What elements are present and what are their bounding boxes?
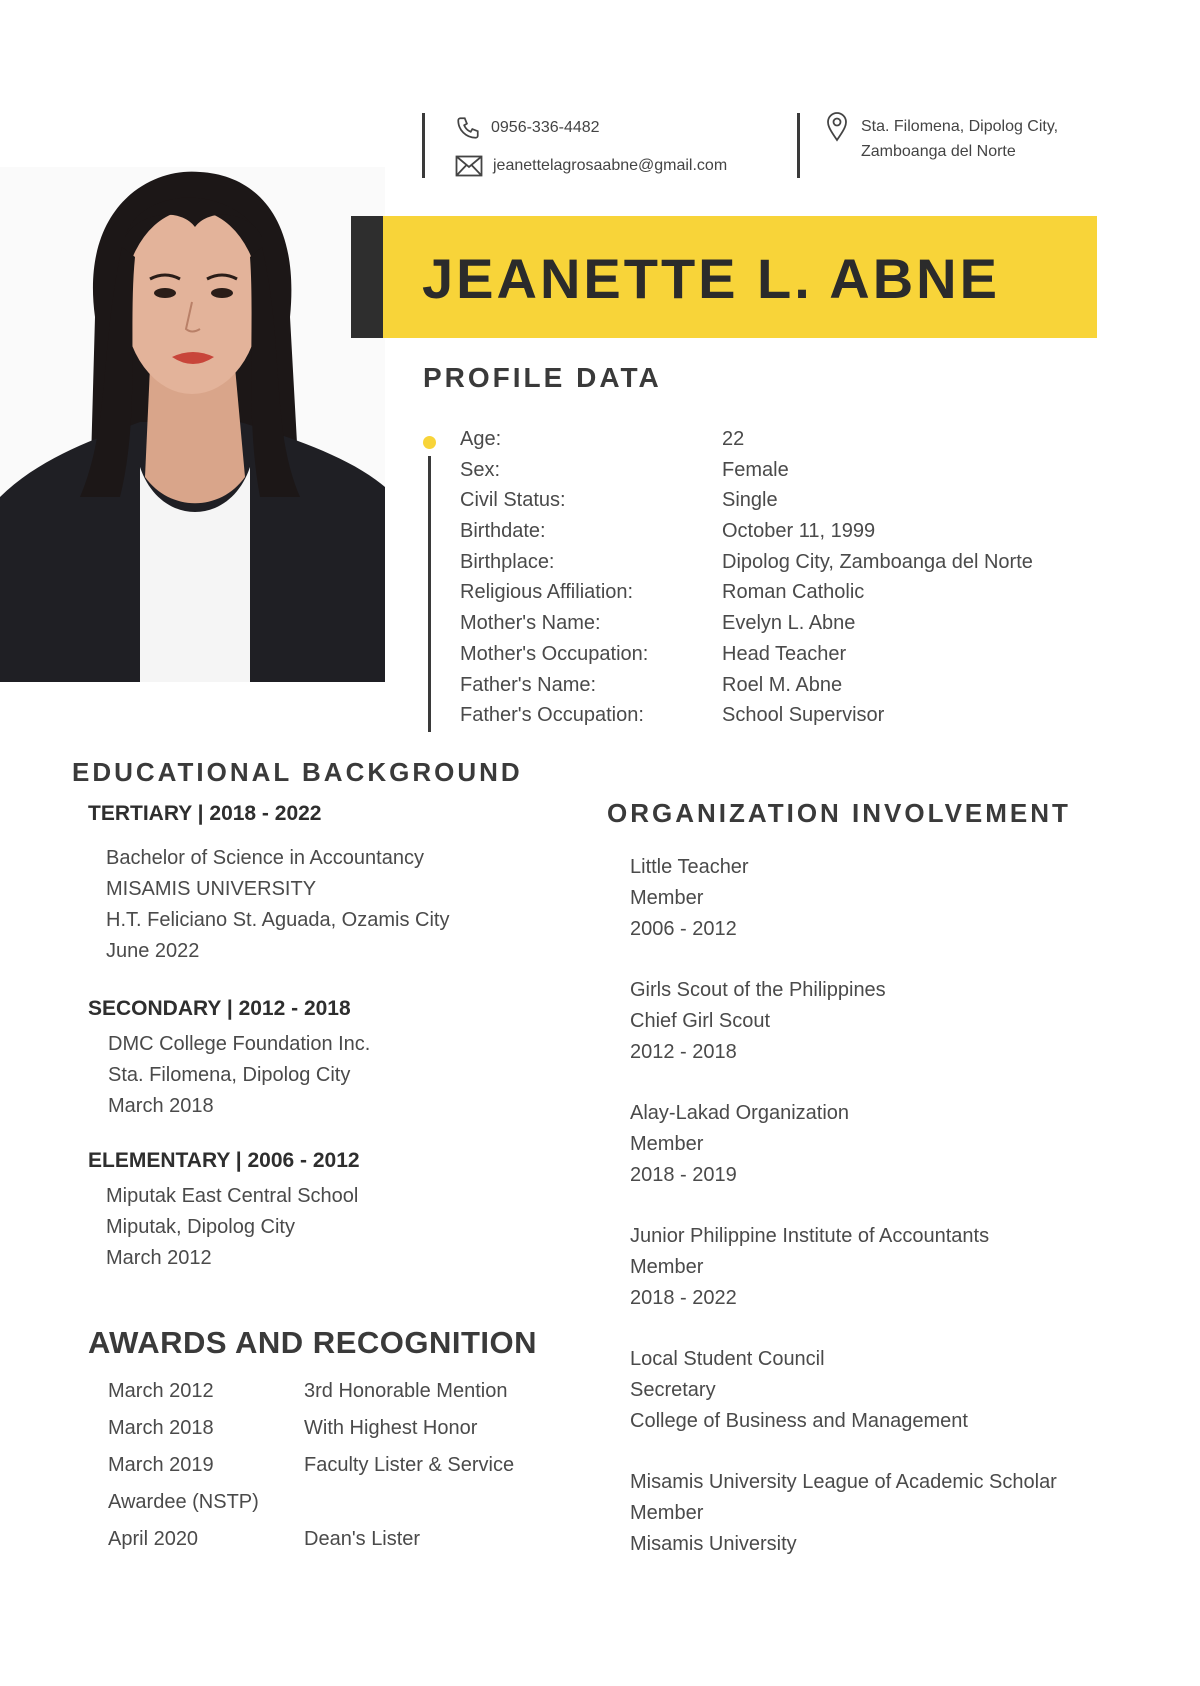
profile-row [460,612,1110,643]
profile-row [460,489,1110,520]
address-line-2: Zamboanga del Norte [861,143,1016,160]
profile-value: 22 [722,428,745,450]
tertiary-title: TERTIARY | 2018 - 2022 [88,802,322,825]
profile-bullet [423,436,436,449]
organization-name: Alay-Lakad Organization [630,1102,850,1124]
address-line-1: Sta. Filomena, Dipolog City, [861,118,1059,135]
organization-detail: 2012 - 2018 [630,1041,737,1063]
profile-value: Evelyn L. Abne [722,612,856,635]
organization-role: Chief Girl Scout [630,1010,771,1032]
education-line: March 2012 [106,1247,212,1269]
education-line: DMC College Foundation Inc. [108,1033,371,1055]
award-title: 3rd Honorable Mention [304,1380,508,1402]
award-title: With Highest Honor [304,1417,478,1439]
profile-label: Father's Name: [460,673,597,696]
education-line: Miputak East Central School [106,1185,359,1207]
organization-name: Local Student Council [630,1348,825,1370]
award-date: Awardee (NSTP) [108,1491,259,1513]
profile-row [460,520,1110,551]
organization-item [630,1467,1057,1590]
education-heading: EDUCATIONAL BACKGROUND [72,757,523,787]
award-date: March 2018 [108,1417,214,1439]
profile-value: School Supervisor [722,704,885,727]
organization-detail: College of Business and Management [630,1410,968,1432]
profile-photo [0,167,385,682]
profile-row [460,428,1110,459]
education-line: June 2022 [106,940,200,962]
profile-value: Female [722,458,789,481]
profile-label: Age: [460,428,502,450]
organization-item [630,1221,1057,1344]
education-line: Bachelor of Science in Accountancy [106,847,424,869]
profile-heading: PROFILE DATA [423,362,662,393]
profile-row [460,704,1110,735]
profile-row [460,459,1110,490]
organization-detail: 2018 - 2019 [630,1164,737,1186]
organization-detail: 2006 - 2012 [630,918,737,940]
profile-list [460,428,1110,735]
phone-icon [455,115,481,141]
organization-item [630,1098,1057,1221]
organization-role: Secretary [630,1379,716,1401]
profile-row [460,643,1110,674]
organization-name: Junior Philippine Institute of Accountants [630,1225,990,1247]
tertiary-details [106,843,449,967]
profile-label: Civil Status: [460,489,566,512]
profile-row [460,674,1110,705]
award-date: April 2020 [108,1528,199,1550]
award-date: March 2019 [108,1454,214,1476]
secondary-details [108,1029,370,1122]
education-line: Sta. Filomena, Dipolog City [108,1064,351,1086]
organization-item [630,1344,1057,1467]
profile-timeline-line [428,456,431,732]
award-title: Faculty Lister & Service [304,1454,515,1476]
mail-icon [455,155,483,177]
name-banner-accent [351,216,383,338]
organization-heading: ORGANIZATION INVOLVEMENT [607,798,1071,828]
profile-label: Mother's Name: [460,612,601,635]
profile-value: Roel M. Abne [722,673,843,696]
name-banner [383,216,1097,338]
education-line: H.T. Feliciano St. Aguada, Ozamis City [106,909,450,931]
organization-role: Member [630,1133,704,1155]
profile-row [460,551,1110,582]
profile-label: Birthplace: [460,550,555,573]
profile-value: Single [722,489,778,512]
profile-label: Religious Affiliation: [460,581,634,604]
organization-role: Member [630,1256,704,1278]
profile-value: October 11, 1999 [722,520,876,543]
organization-role: Member [630,1502,704,1524]
profile-label: Sex: [460,458,501,481]
organization-name: Girls Scout of the Philippines [630,979,886,1001]
elementary-details [106,1181,358,1274]
award-title: Dean's Lister [304,1528,421,1550]
profile-value: Head Teacher [722,642,847,665]
award-date: March 2012 [108,1380,214,1402]
phone-contact[interactable] [455,115,600,141]
profile-label: Mother's Occupation: [460,642,649,665]
profile-label: Father's Occupation: [460,704,644,727]
contact-divider-right [797,113,800,178]
organization-name: Misamis University League of Academic Scholar [630,1471,1057,1493]
profile-row [460,581,1110,612]
address [861,114,1058,164]
organization-list [630,852,1057,1590]
email-contact[interactable] [455,155,727,177]
profile-value: Roman Catholic [722,581,865,604]
phone-number: 0956-336-4482 [491,119,600,136]
elementary-title: ELEMENTARY | 2006 - 2012 [88,1149,360,1172]
secondary-title: SECONDARY | 2012 - 2018 [88,997,351,1020]
organization-item [630,852,1057,975]
organization-detail: 2018 - 2022 [630,1287,737,1309]
full-name: JEANETTE L. ABNE [422,247,1000,310]
contact-divider-left [422,113,425,178]
education-line: March 2018 [108,1095,214,1117]
organization-detail: Misamis University [630,1533,797,1555]
organization-item [630,975,1057,1098]
organization-name: Little Teacher [630,856,749,878]
education-line: Miputak, Dipolog City [106,1216,295,1238]
awards-heading: AWARDS AND RECOGNITION [88,1325,538,1360]
education-line: MISAMIS UNIVERSITY [106,878,317,900]
email-address: jeanettelagrosaabne@gmail.com [493,157,728,174]
profile-value: Dipolog City, Zamboanga del Norte [722,550,1033,573]
location-pin-icon [826,112,848,142]
profile-label: Birthdate: [460,520,546,543]
organization-role: Member [630,887,704,909]
